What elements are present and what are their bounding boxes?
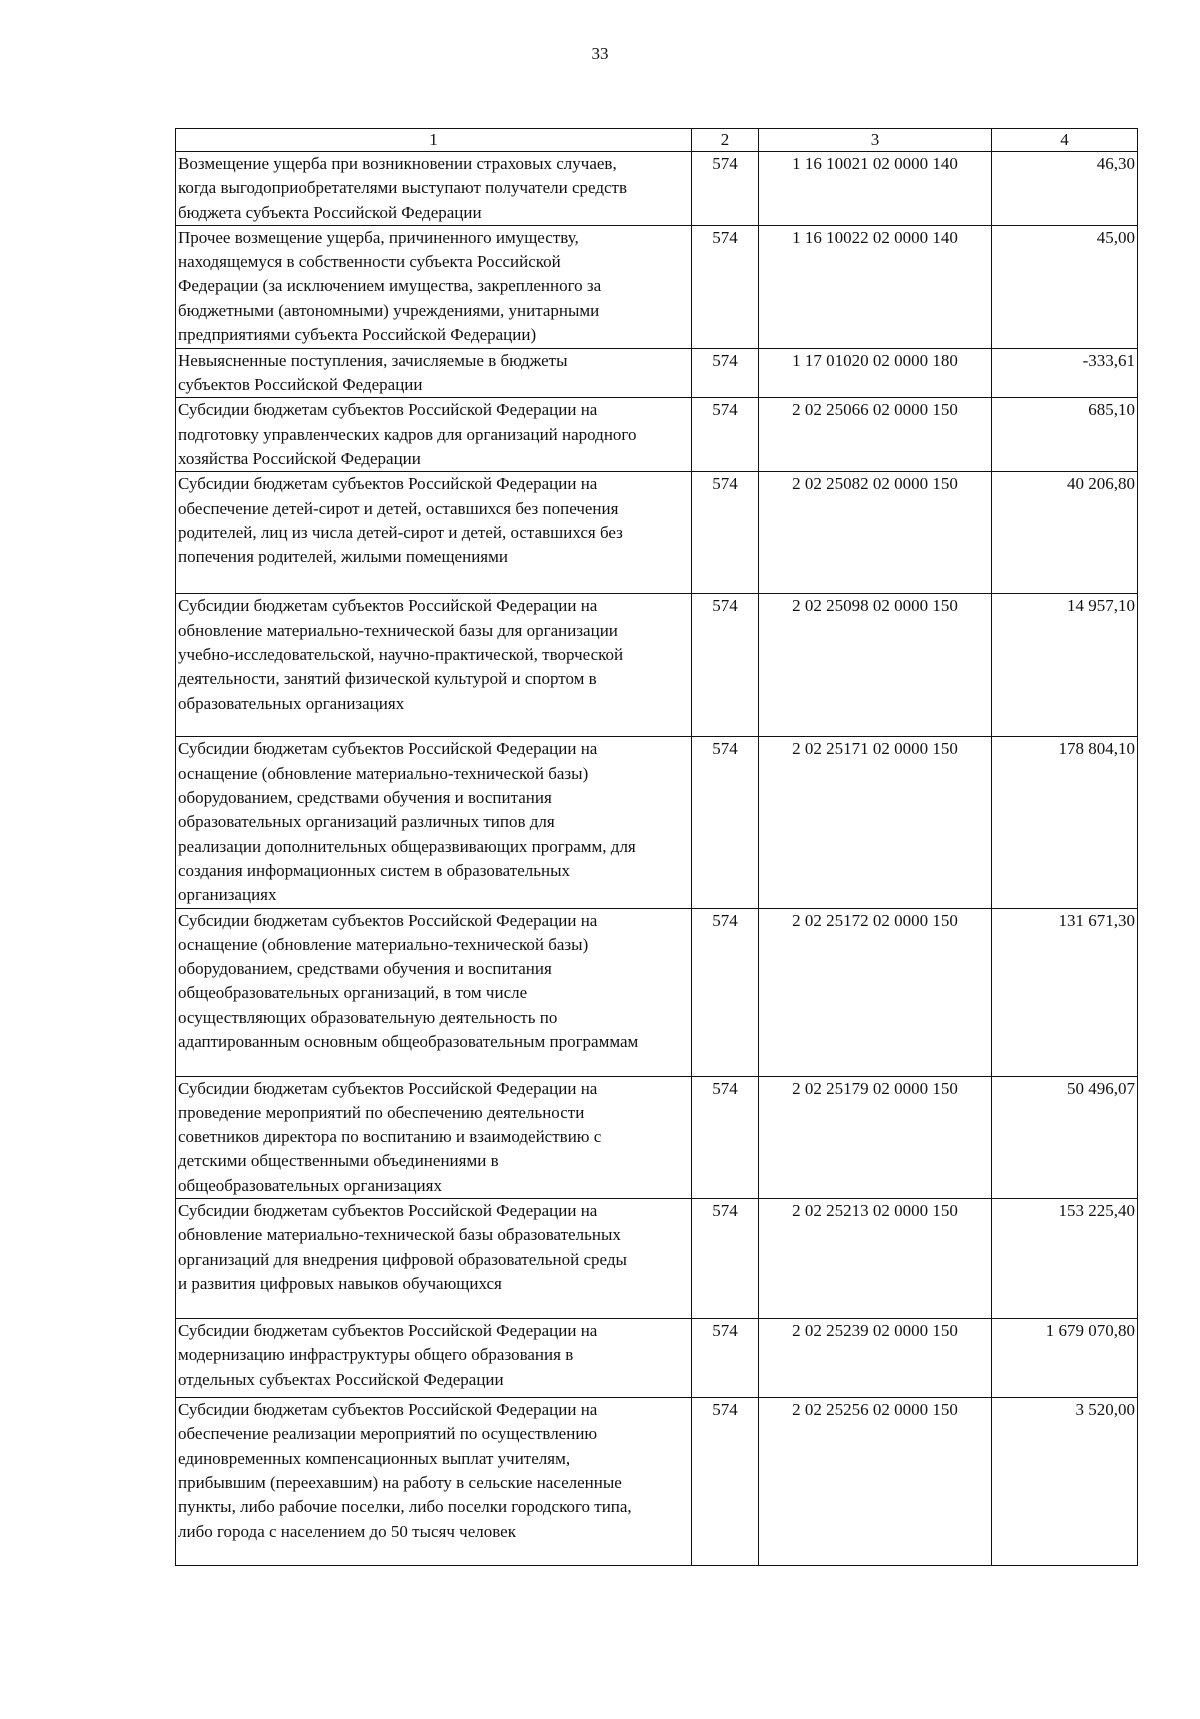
- row-budget-code: 2 02 25082 02 0000 150: [759, 472, 992, 594]
- row-amount: 1 679 070,80: [992, 1319, 1138, 1398]
- table-row: [176, 1199, 1138, 1319]
- header-col-4: 4: [992, 129, 1138, 152]
- row-admin-code: 574: [692, 1398, 759, 1566]
- row-amount: 45,00: [992, 225, 1138, 348]
- row-description: Субсидии бюджетам субъектов Российской Федерации на обеспечение реализации мероприятий по осуществлению единовременных компенсационных выплат учителям, прибывшим (переехавшим) на работу в сельские населенные пункты, либо рабочие поселки, либо поселки городского типа, либо города с населением до 50 тысяч человек: [176, 1398, 692, 1566]
- header-col-2: 2: [692, 129, 759, 152]
- table-row: [176, 152, 1138, 226]
- table-row: [176, 908, 1138, 1076]
- header-row: [176, 129, 1138, 152]
- row-admin-code: 574: [692, 1319, 759, 1398]
- row-budget-code: 1 16 10021 02 0000 140: [759, 152, 992, 226]
- row-budget-code: 1 16 10022 02 0000 140: [759, 225, 992, 348]
- row-amount: 178 804,10: [992, 737, 1138, 908]
- table-row: [176, 225, 1138, 348]
- row-description: Невыясненные поступления, зачисляемые в бюджеты субъектов Российской Федерации: [176, 348, 692, 398]
- row-amount: 3 520,00: [992, 1398, 1138, 1566]
- row-budget-code: 2 02 25171 02 0000 150: [759, 737, 992, 908]
- table-row: [176, 1076, 1138, 1198]
- row-admin-code: 574: [692, 398, 759, 472]
- row-amount: 46,30: [992, 152, 1138, 226]
- row-admin-code: 574: [692, 1199, 759, 1319]
- row-admin-code: 574: [692, 1076, 759, 1198]
- row-budget-code: 1 17 01020 02 0000 180: [759, 348, 992, 398]
- row-amount: 50 496,07: [992, 1076, 1138, 1198]
- table-row: [176, 472, 1138, 594]
- row-description: Субсидии бюджетам субъектов Российской Федерации на оснащение (обновление материально-технической базы) оборудованием, средствами обучения и воспитания общеобразовательных организаций, в том числе осуществляющих образовательную деятельность по адаптированным основным общеобразовательным программам: [176, 908, 692, 1076]
- row-description: Субсидии бюджетам субъектов Российской Федерации на модернизацию инфраструктуры общего образования в отдельных субъектах Российской Федерации: [176, 1319, 692, 1398]
- row-amount: 685,10: [992, 398, 1138, 472]
- row-admin-code: 574: [692, 225, 759, 348]
- row-description: Субсидии бюджетам субъектов Российской Федерации на проведение мероприятий по обеспечению деятельности советников директора по воспитанию и взаимодействию с детскими общественными объединениями в общеобразовательных организациях: [176, 1076, 692, 1198]
- row-admin-code: 574: [692, 152, 759, 226]
- row-description: Возмещение ущерба при возникновении страховых случаев, когда выгодоприобретателями выступают получатели средств бюджета субъекта Российской Федерации: [176, 152, 692, 226]
- row-budget-code: 2 02 25066 02 0000 150: [759, 398, 992, 472]
- row-budget-code: 2 02 25213 02 0000 150: [759, 1199, 992, 1319]
- row-amount: -333,61: [992, 348, 1138, 398]
- row-amount: 131 671,30: [992, 908, 1138, 1076]
- table-row: [176, 348, 1138, 398]
- row-description: Субсидии бюджетам субъектов Российской Федерации на обновление материально-технической базы образовательных организаций для внедрения цифровой образовательной среды и развития цифровых навыков обучающихся: [176, 1199, 692, 1319]
- row-amount: 153 225,40: [992, 1199, 1138, 1319]
- row-admin-code: 574: [692, 348, 759, 398]
- row-amount: 40 206,80: [992, 472, 1138, 594]
- header-col-1: 1: [176, 129, 692, 152]
- row-description: Субсидии бюджетам субъектов Российской Федерации на оснащение (обновление материально-технической базы) оборудованием, средствами обучения и воспитания образовательных организаций различных типов для реализации дополнительных общеразвивающих программ, для создания информационных систем в образовательных организациях: [176, 737, 692, 908]
- row-admin-code: 574: [692, 908, 759, 1076]
- row-admin-code: 574: [692, 472, 759, 594]
- table-row: [176, 594, 1138, 737]
- table-row: [176, 1319, 1138, 1398]
- row-description: Субсидии бюджетам субъектов Российской Федерации на подготовку управленческих кадров для организаций народного хозяйства Российской Федерации: [176, 398, 692, 472]
- row-admin-code: 574: [692, 594, 759, 737]
- table-row: [176, 398, 1138, 472]
- header-col-3: 3: [759, 129, 992, 152]
- row-description: Субсидии бюджетам субъектов Российской Федерации на обеспечение детей-сирот и детей, оставшихся без попечения родителей, лиц из числа детей-сирот и детей, оставшихся без попечения родителей, жилыми помещениями: [176, 472, 692, 594]
- table-row: [176, 737, 1138, 908]
- page-number: 33: [591, 44, 609, 63]
- row-amount: 14 957,10: [992, 594, 1138, 737]
- row-admin-code: 574: [692, 737, 759, 908]
- row-budget-code: 2 02 25256 02 0000 150: [759, 1398, 992, 1566]
- row-description: Прочее возмещение ущерба, причиненного имуществу, находящемуся в собственности субъекта Российской Федерации (за исключением имущества, закрепленного за бюджетными (автономными) учреждениями, унитарными предприятиями субъекта Российской Федерации): [176, 225, 692, 348]
- row-budget-code: 2 02 25179 02 0000 150: [759, 1076, 992, 1198]
- row-description: Субсидии бюджетам субъектов Российской Федерации на обновление материально-технической базы для организации учебно-исследовательской, научно-практической, творческой деятельности, занятий физической культурой и спортом в образовательных организациях: [176, 594, 692, 737]
- table-row: [176, 1398, 1138, 1566]
- budget-table: [175, 128, 1138, 1566]
- row-budget-code: 2 02 25098 02 0000 150: [759, 594, 992, 737]
- row-budget-code: 2 02 25172 02 0000 150: [759, 908, 992, 1076]
- row-budget-code: 2 02 25239 02 0000 150: [759, 1319, 992, 1398]
